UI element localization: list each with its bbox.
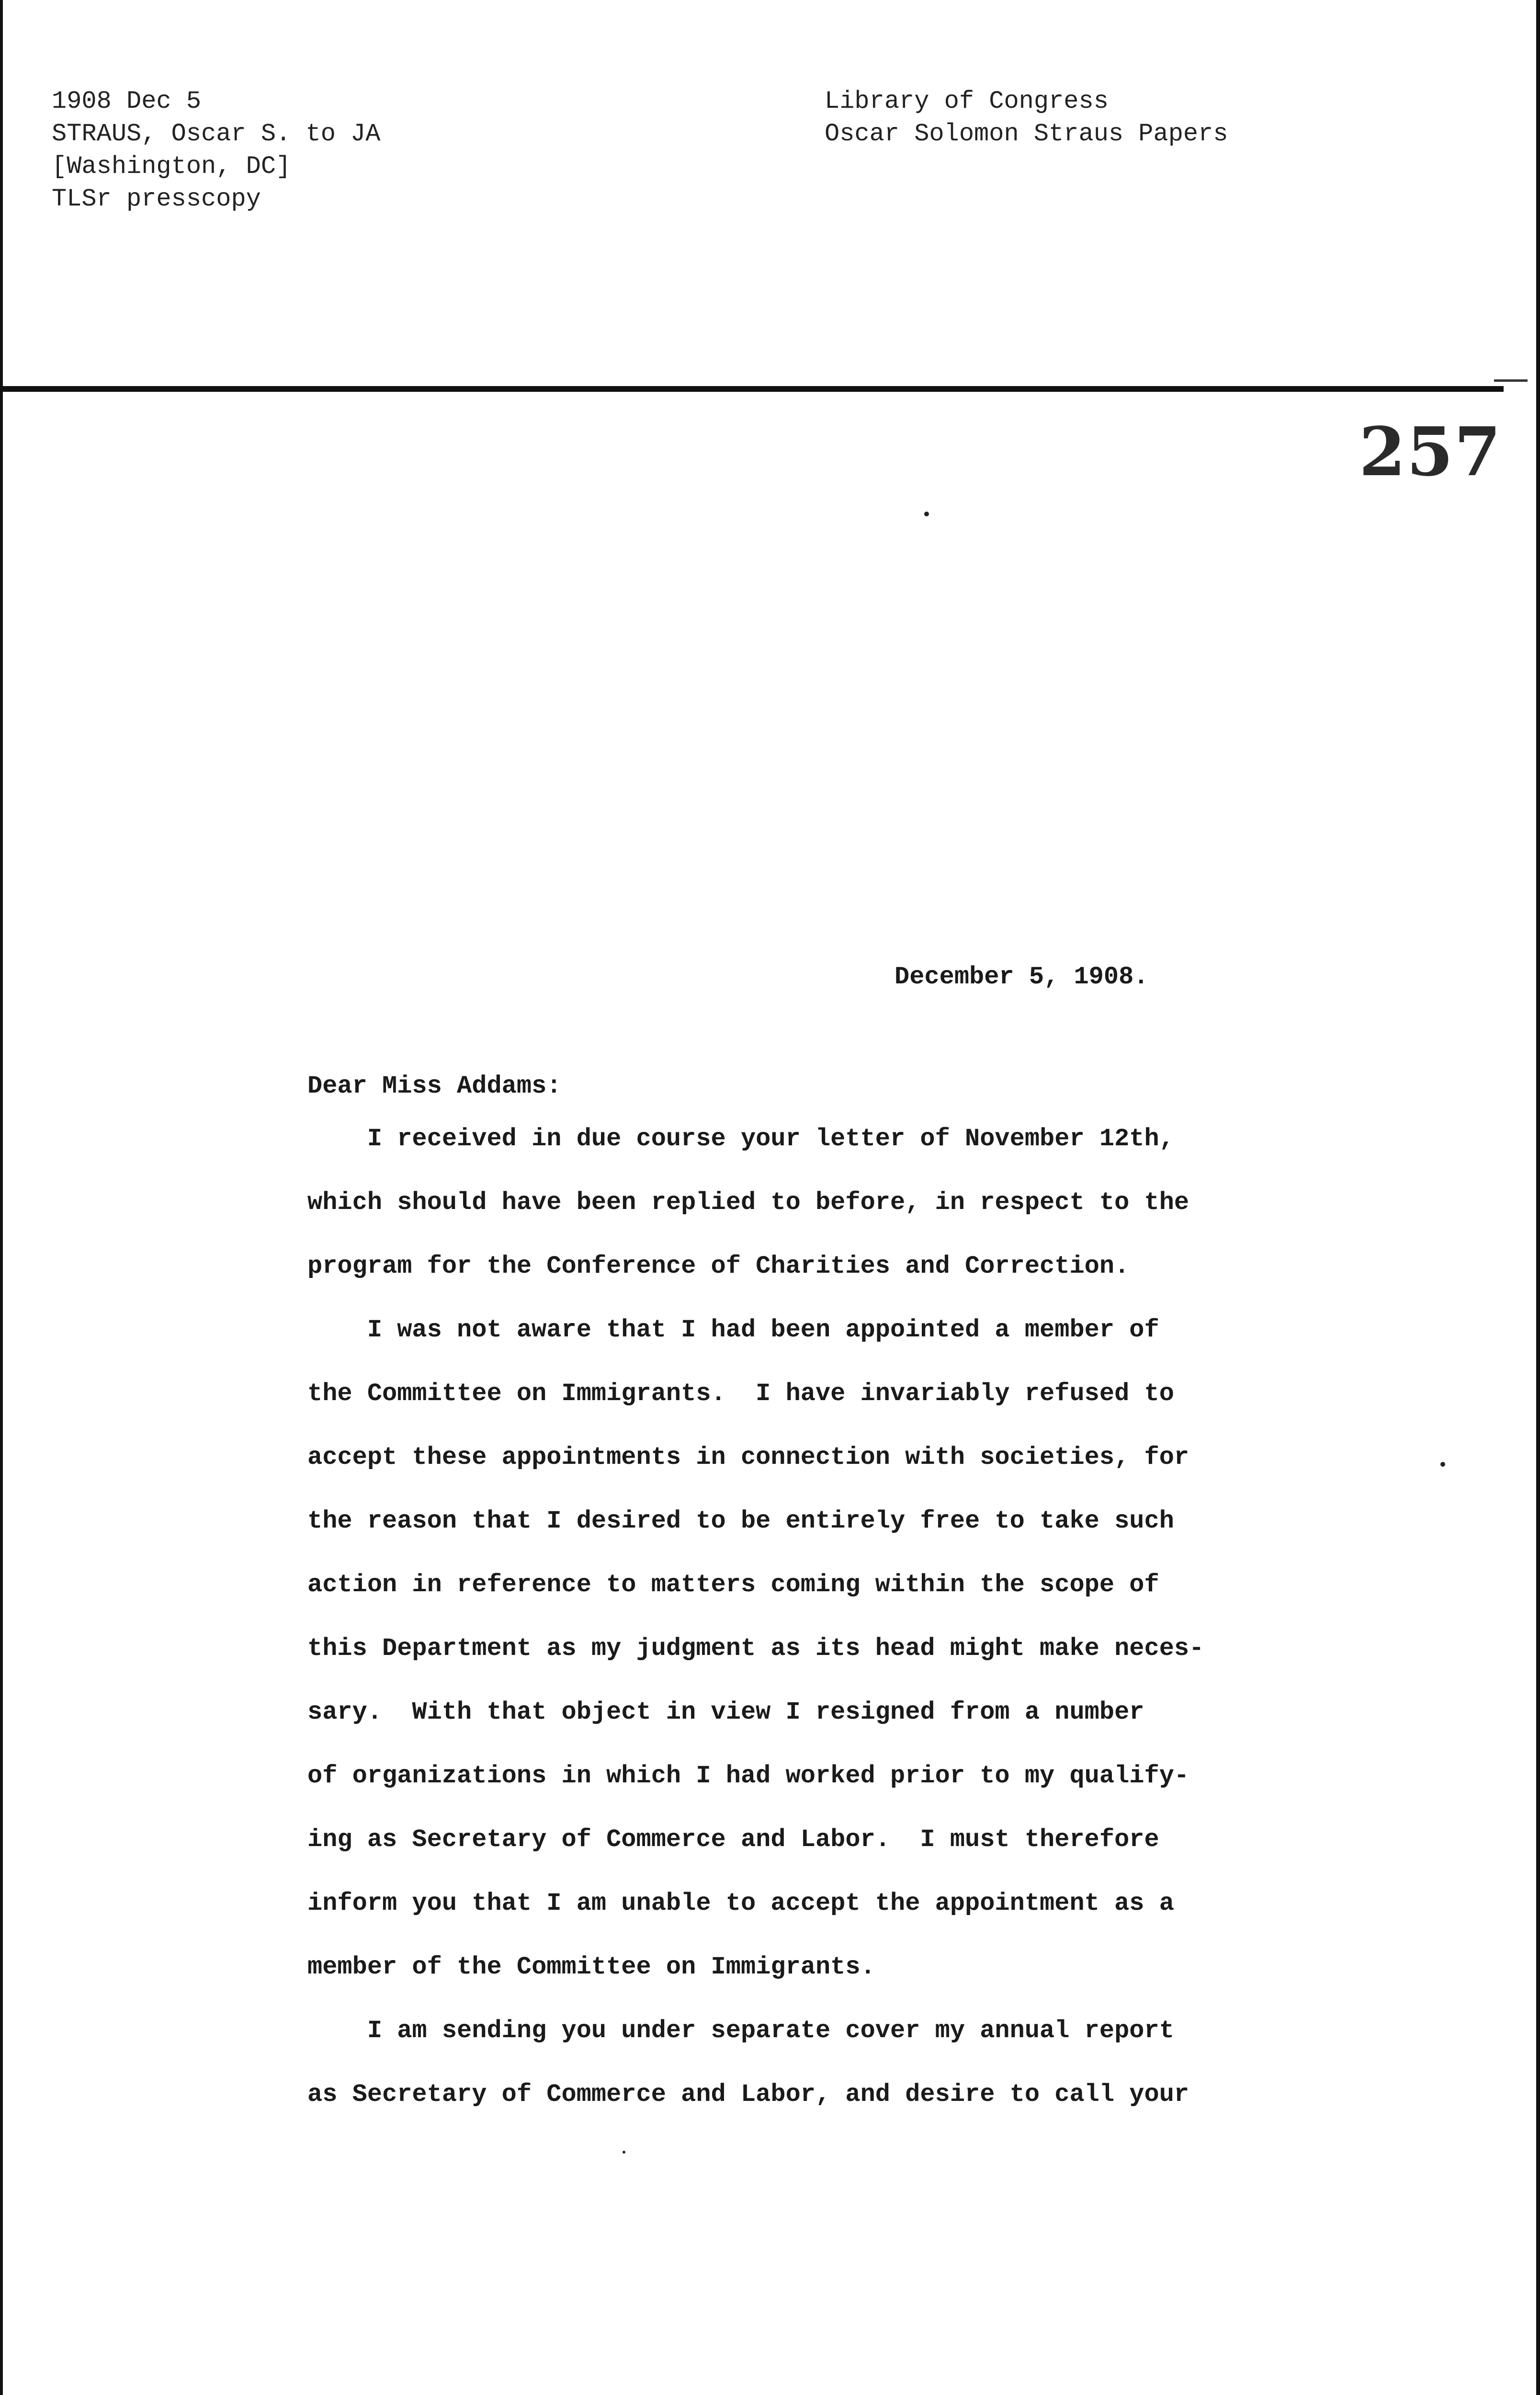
scan-speck [1440,1462,1445,1467]
scan-border-left [0,0,3,2395]
letter-body [307,1125,1265,2144]
letter-line: as Secretary of Commerce and Labor, and desire to call your [307,2080,1189,2109]
scan-border-right [1536,0,1540,2395]
letter-line: I was not aware that I had been appointed a member of [307,1316,1159,1344]
letter-line: which should have been replied to before, in respect to the [307,1188,1189,1217]
letter-line: the Committee on Immigrants. I have invariably refused to [307,1380,1174,1408]
catalog-correspondents: STRAUS, Oscar S. to JA [52,120,381,148]
letter-line: I received in due course your letter of November 12th, [307,1125,1174,1153]
scan-speck [924,512,929,516]
catalog-date: 1908 Dec 5 [52,87,202,115]
letter-line: member of the Committee on Immigrants. [307,1953,875,1981]
letter-line: program for the Conference of Charities and Correction. [307,1252,1130,1280]
scan-speck [623,2151,625,2154]
letter-line: I am sending you under separate cover my annual report [307,2017,1174,2045]
repository-info [825,85,1447,150]
letter-line: this Department as my judgment as its head might make neces- [307,1634,1204,1663]
header-divider [0,386,1504,392]
page-number-stamp: 257 [1359,413,1502,491]
letter-line: ing as Secretary of Commerce and Labor. I must therefore [307,1825,1159,1854]
letter-line: action in reference to matters coming within the scope of [307,1571,1159,1599]
letter-date: December 5, 1908. [895,963,1149,991]
letter-line: sary. With that object in view I resigned from a number [307,1698,1144,1726]
header-divider-tail [1494,379,1528,382]
letter-line: accept these appointments in connection with societies, for [307,1443,1189,1471]
letter-salutation: Dear Miss Addams: [307,1072,562,1100]
letter-line: of organizations in which I had worked prior to my qualify- [307,1762,1189,1790]
letter-line: the reason that I desired to be entirely free to take such [307,1507,1174,1535]
letter-line: inform you that I am unable to accept the appointment as a [307,1889,1174,1917]
catalog-place: [Washington, DC] [52,152,291,181]
repository-name: Library of Congress [825,87,1109,115]
catalog-document-type: TLSr presscopy [52,185,261,213]
collection-name: Oscar Solomon Straus Papers [825,120,1228,148]
catalog-metadata [52,85,626,216]
